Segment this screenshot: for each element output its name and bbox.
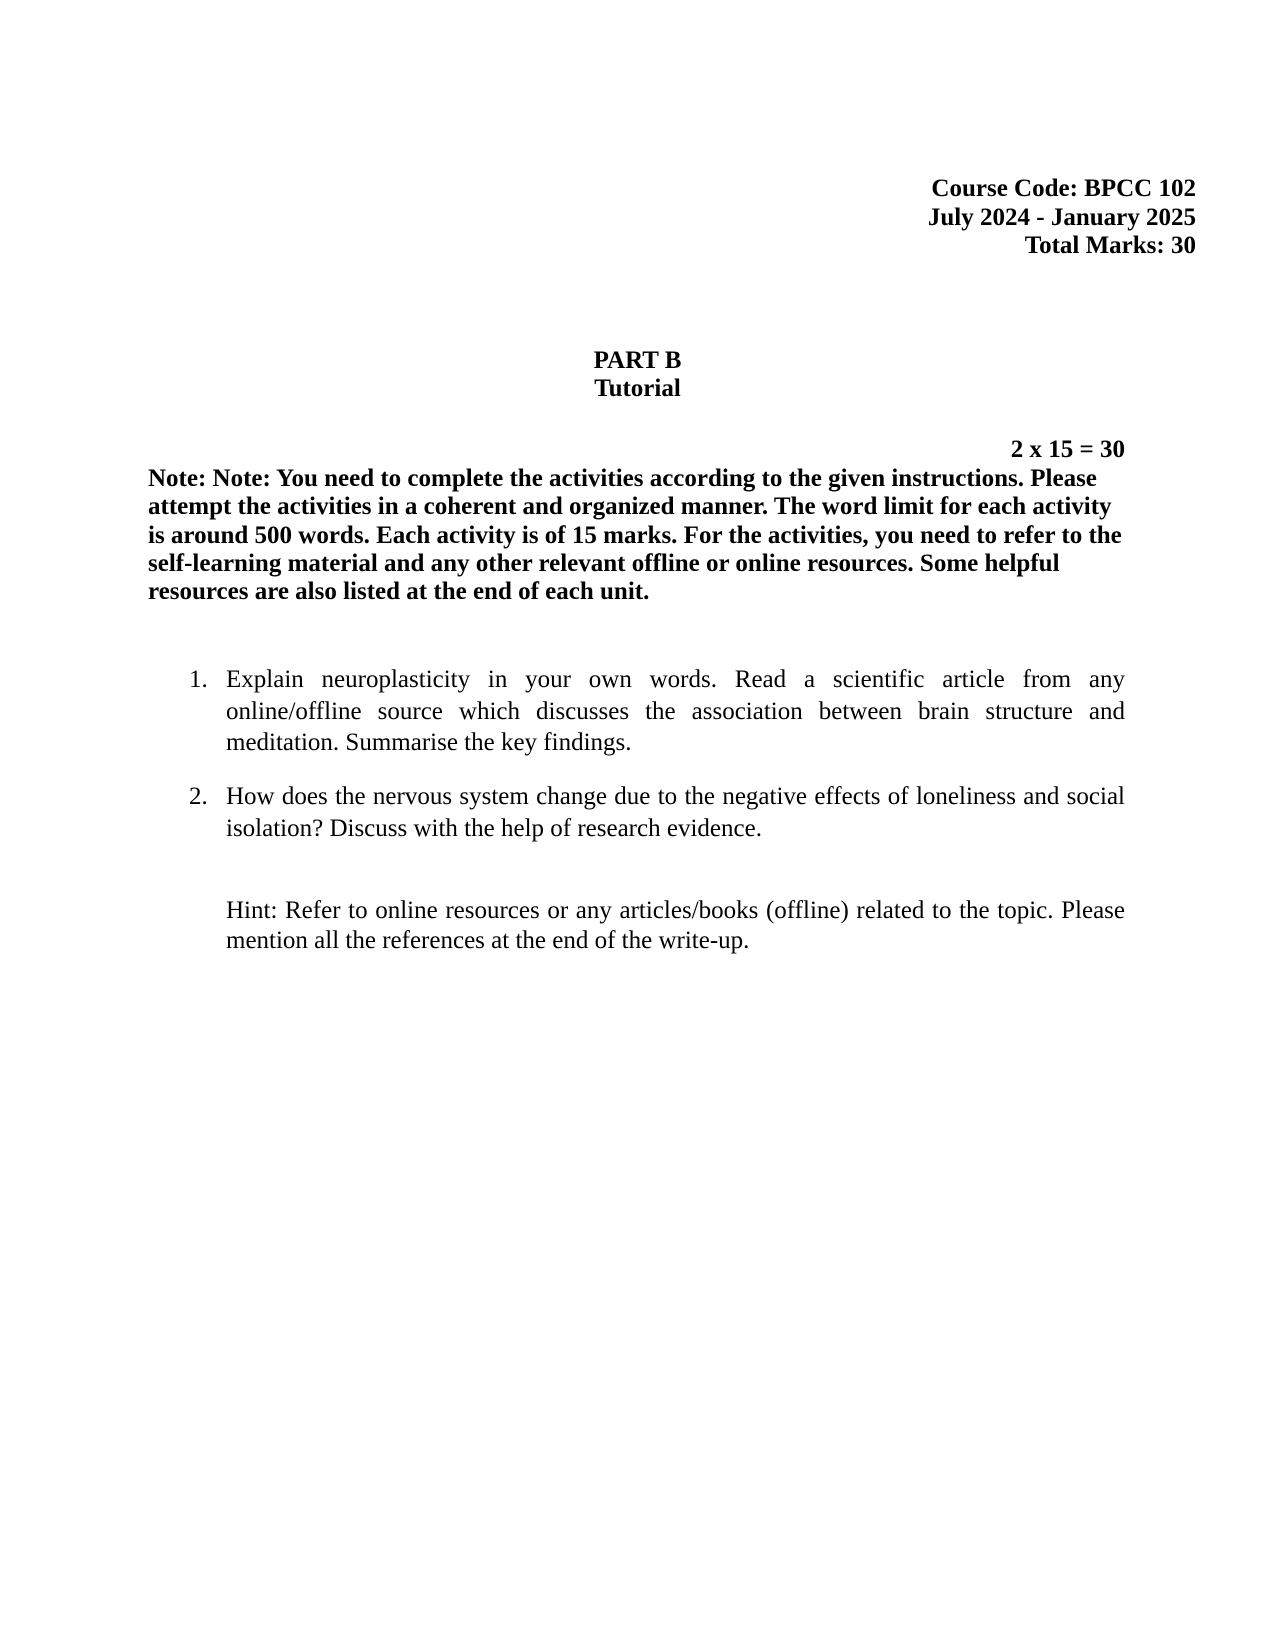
part-title: PART B (593, 347, 682, 374)
question-1-text: Explain neuroplasticity in your own words. Read a scientific article from any online/offline source which discusses the association between brain structure and meditation. Summarise the key findings. (226, 666, 1125, 757)
total-marks: Total Marks: 30 (1024, 232, 1196, 259)
part-subtitle: Tutorial (594, 375, 681, 403)
hint-paragraph: Hint: Refer to online resources or any articles/books (offline) related to the topic. Please mention all the references at the end of the write-up. (226, 897, 1125, 954)
course-code: Course Code: BPCC 102 (931, 175, 1196, 202)
question-2-number: 2. (189, 783, 208, 810)
section-heading (0, 347, 1275, 404)
note-paragraph: Note: Note: You need to complete the activities according to the given instructions. Please attempt the activities in a coherent and organized manner. The word limit for each activity is around 500 words. Each activity is of 15 marks. For the activities, you need to refer to the self-learning material and any other relevant offline or online resources. Some helpful resources are also listed at the end of each unit. (148, 465, 1122, 606)
marks-formula: 2 x 15 = 30 (1010, 436, 1125, 463)
course-header (928, 175, 1196, 261)
question-1 (148, 664, 1125, 759)
session-dates: July 2024 - January 2025 (927, 203, 1196, 231)
question-1-number: 1. (189, 666, 208, 693)
question-2-text: How does the nervous system change due to the negative effects of loneliness and social isolation? Discuss with the help of research evidence. (226, 783, 1125, 842)
question-2 (148, 781, 1125, 844)
